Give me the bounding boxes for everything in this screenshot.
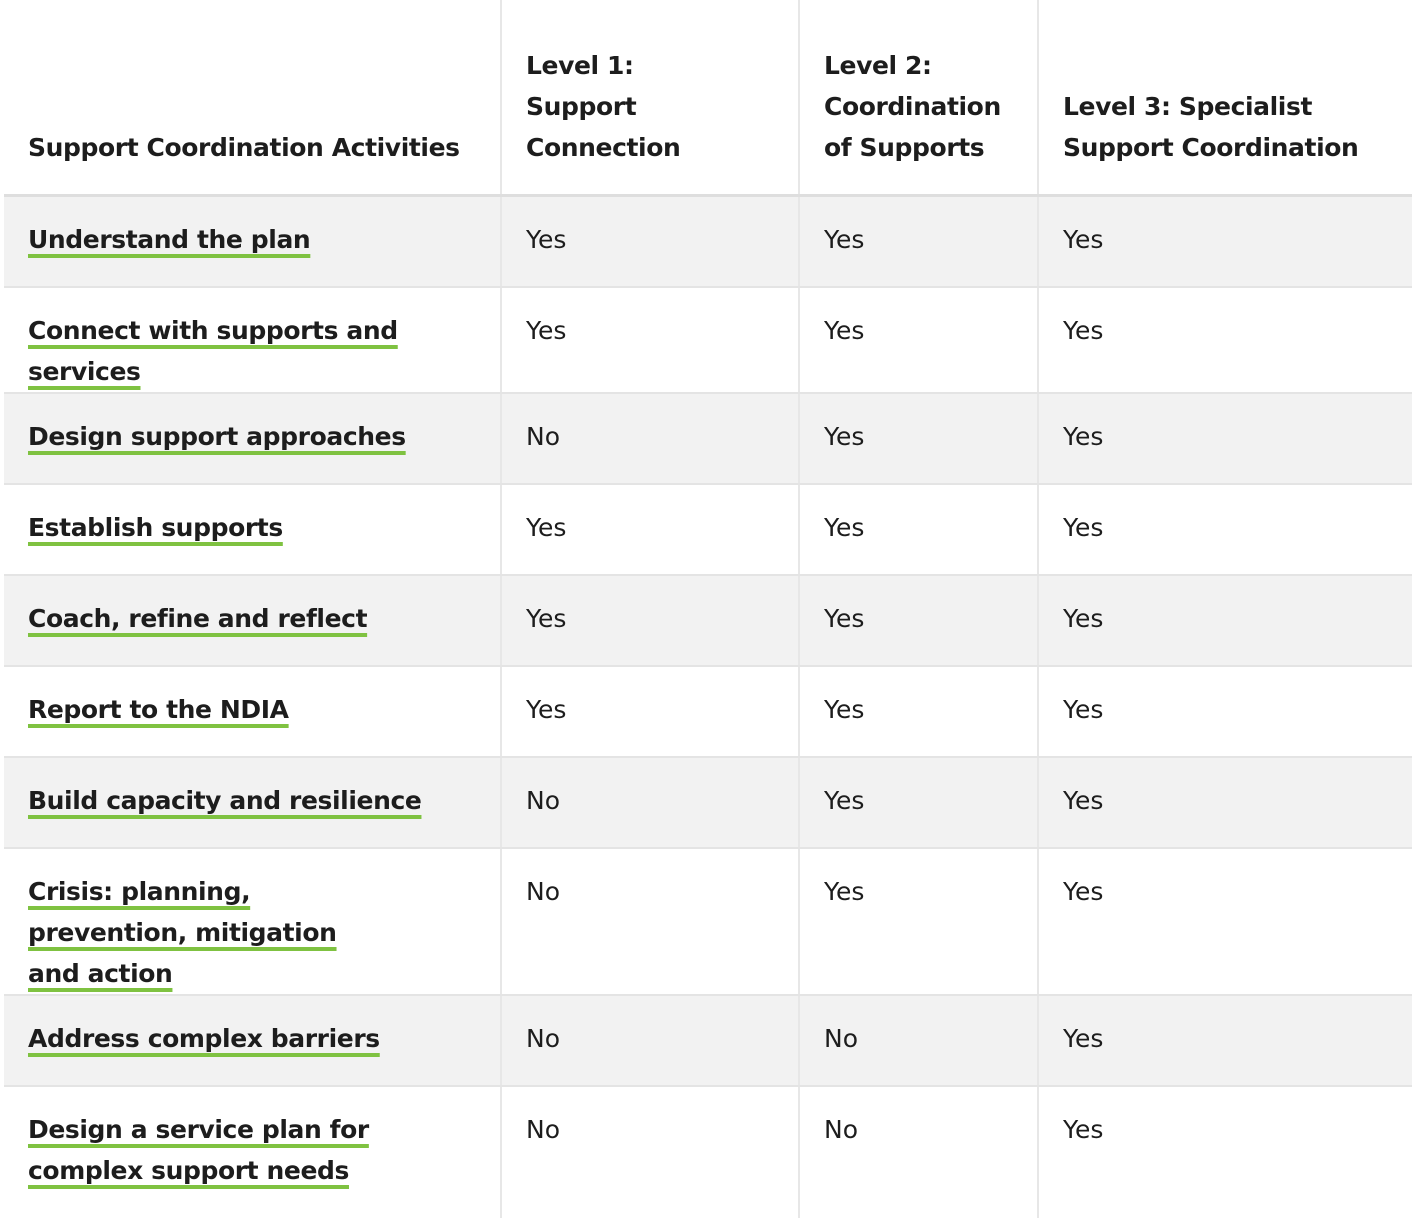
activity-cell bbox=[4, 1086, 501, 1218]
level-2-cell: Yes bbox=[799, 757, 1038, 848]
level-2-cell: Yes bbox=[799, 287, 1038, 393]
activity-cell bbox=[4, 287, 501, 393]
table-row bbox=[4, 196, 1412, 287]
activity-link-address-complex-barriers[interactable]: Address complex barriers bbox=[28, 1023, 380, 1053]
level-2-cell: Yes bbox=[799, 484, 1038, 575]
activity-cell bbox=[4, 575, 501, 666]
level-1-cell: Yes bbox=[501, 484, 799, 575]
activity-link-design-service-plan[interactable]: Design a service plan for complex support needs bbox=[28, 1114, 369, 1185]
activity-link-design-support-approaches[interactable]: Design support approaches bbox=[28, 421, 406, 451]
level-1-cell: Yes bbox=[501, 287, 799, 393]
activity-link-crisis-planning[interactable]: Crisis: planning, prevention, mitigation and action bbox=[28, 876, 337, 988]
activity-cell bbox=[4, 666, 501, 757]
table-row bbox=[4, 848, 1412, 995]
table-row bbox=[4, 1086, 1412, 1218]
level-1-cell: Yes bbox=[501, 196, 799, 287]
level-3-cell: Yes bbox=[1038, 287, 1412, 393]
level-2-cell: Yes bbox=[799, 666, 1038, 757]
activity-cell bbox=[4, 196, 501, 287]
table-row bbox=[4, 287, 1412, 393]
activity-link-establish-supports[interactable]: Establish supports bbox=[28, 512, 283, 542]
level-2-cell: Yes bbox=[799, 575, 1038, 666]
level-1-cell: No bbox=[501, 1086, 799, 1218]
header-activities: Support Coordination Activities bbox=[4, 0, 501, 196]
level-3-cell: Yes bbox=[1038, 393, 1412, 484]
table-row bbox=[4, 666, 1412, 757]
activity-cell bbox=[4, 995, 501, 1086]
activity-link-report-to-ndia[interactable]: Report to the NDIA bbox=[28, 694, 289, 724]
level-3-cell: Yes bbox=[1038, 848, 1412, 995]
table-row bbox=[4, 757, 1412, 848]
activity-link-coach-refine-reflect[interactable]: Coach, refine and reflect bbox=[28, 603, 368, 633]
table-row bbox=[4, 995, 1412, 1086]
support-coordination-table bbox=[4, 0, 1412, 1218]
level-1-cell: No bbox=[501, 393, 799, 484]
level-2-cell: No bbox=[799, 1086, 1038, 1218]
level-1-cell: Yes bbox=[501, 666, 799, 757]
activity-link-understand-the-plan[interactable]: Understand the plan bbox=[28, 225, 311, 254]
level-2-cell: No bbox=[799, 995, 1038, 1086]
level-3-cell: Yes bbox=[1038, 995, 1412, 1086]
level-1-cell: No bbox=[501, 848, 799, 995]
level-3-cell: Yes bbox=[1063, 1114, 1104, 1144]
activity-link-connect-with-supports[interactable]: Connect with supports and services bbox=[28, 315, 398, 386]
level-3-cell: Yes bbox=[1038, 666, 1412, 757]
table-header bbox=[4, 0, 1412, 196]
header-level-3: Level 3: Specialist Support Coordination bbox=[1038, 0, 1412, 196]
level-2-cell: Yes bbox=[799, 196, 1038, 287]
table-row bbox=[4, 575, 1412, 666]
level-3-cell: Yes bbox=[1038, 757, 1412, 848]
header-row bbox=[4, 0, 1412, 196]
level-2-cell: Yes bbox=[799, 393, 1038, 484]
activity-cell bbox=[4, 848, 501, 995]
level-1-cell: No bbox=[501, 757, 799, 848]
table-row bbox=[4, 484, 1412, 575]
level-1-cell: Yes bbox=[501, 575, 799, 666]
activity-cell bbox=[4, 393, 501, 484]
level-3-cell: Yes bbox=[1038, 196, 1412, 287]
activity-link-build-capacity[interactable]: Build capacity and resilience bbox=[28, 785, 422, 815]
level-2-cell: Yes bbox=[799, 848, 1038, 995]
level-3-cell: Yes bbox=[1038, 575, 1412, 666]
activity-cell bbox=[4, 484, 501, 575]
table-row bbox=[4, 393, 1412, 484]
header-level-2: Level 2: Coordination of Supports bbox=[799, 0, 1038, 196]
level-1-cell: No bbox=[501, 995, 799, 1086]
level-3-cell: Yes bbox=[1038, 484, 1412, 575]
header-level-1: Level 1: Support Connection bbox=[501, 0, 799, 196]
activity-cell bbox=[4, 757, 501, 848]
